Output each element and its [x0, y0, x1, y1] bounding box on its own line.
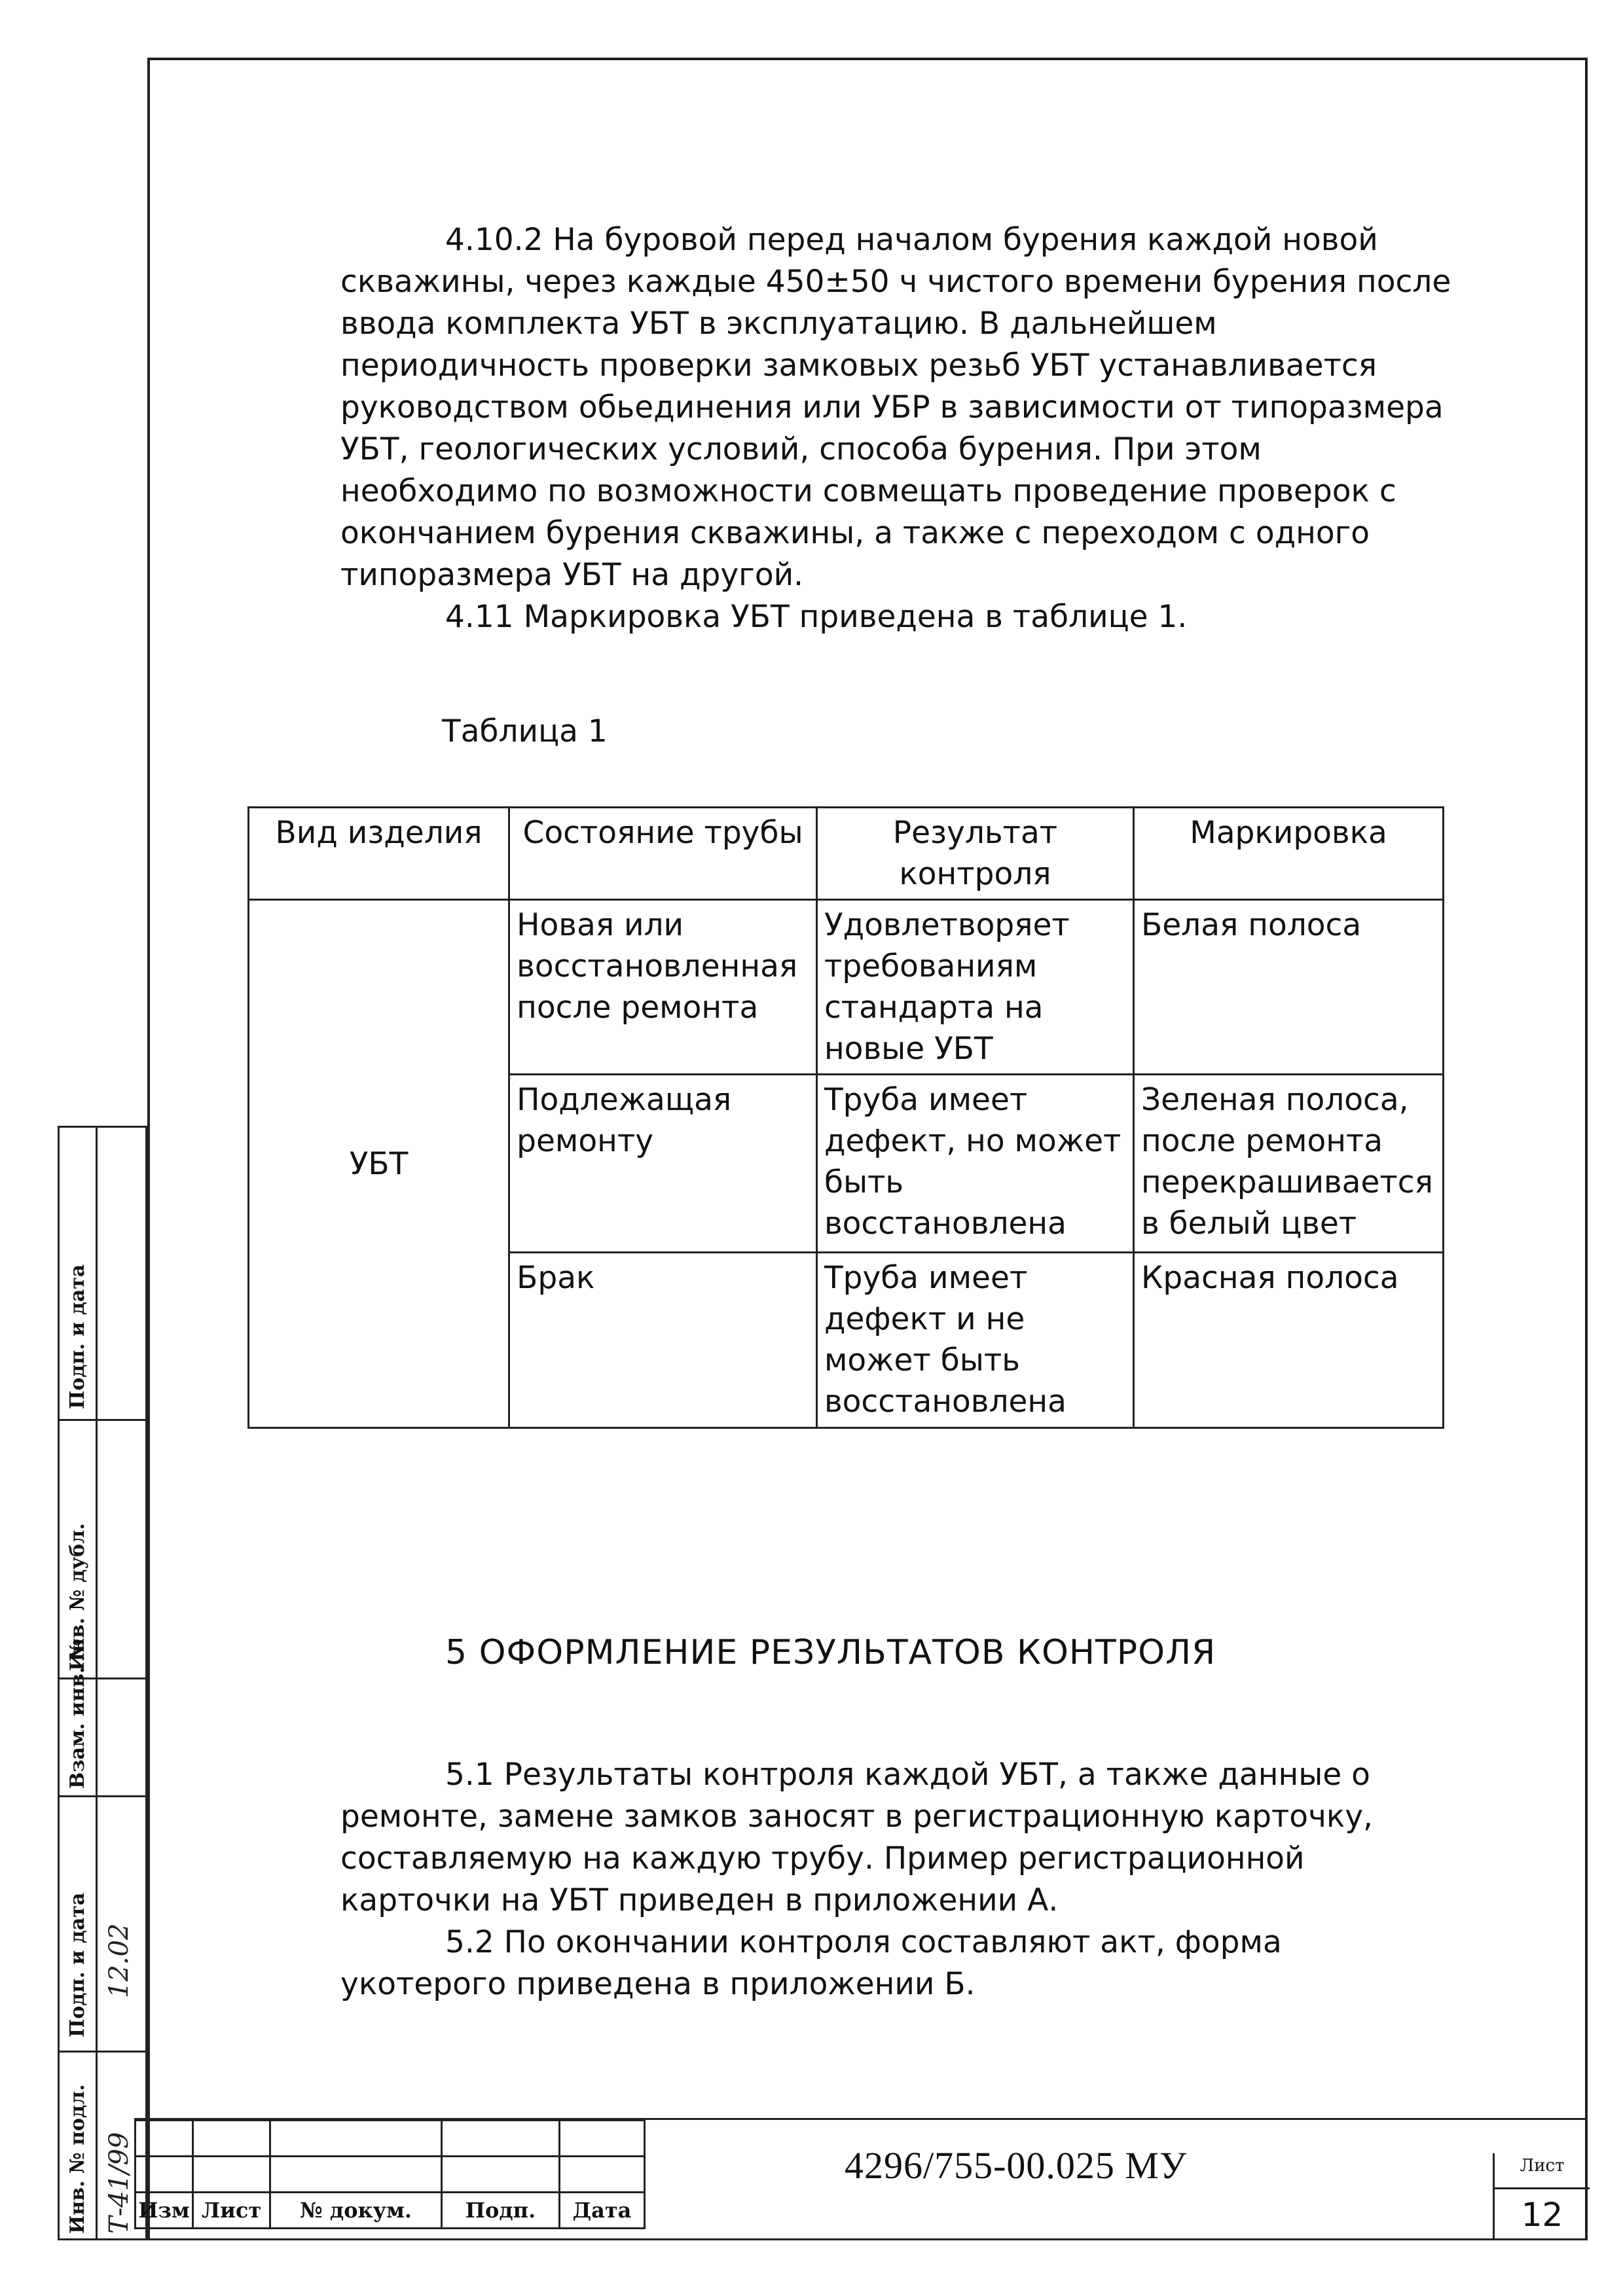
marking-table: [247, 806, 1444, 1429]
document-number: 4296/755-00.025 МУ: [845, 2144, 1188, 2187]
handwritten-date: 12.02: [104, 1923, 134, 1998]
state-cell: Подлежащая ремонту: [509, 1075, 817, 1253]
table-header-row: [249, 808, 1444, 900]
section-5-heading: 5 ОФОРМЛЕНИЕ РЕЗУЛЬТАТОВ КОНТРОЛЯ: [445, 1633, 1216, 1672]
strip-divider: [60, 1795, 145, 1797]
state-cell: Новая или восстановленная после ремонта: [509, 900, 817, 1075]
state-cell: Брак: [509, 1253, 817, 1428]
paragraph-5-2: 5.2 По окончании контроля составляют акт, форма укотерого приведена в приложении Б.: [340, 1924, 1282, 2002]
table-row: [249, 900, 1444, 1075]
label-inv-original: Инв. № подл.: [66, 2084, 89, 2234]
marking-cell: Красная полоса: [1134, 1253, 1444, 1428]
strip-divider: [96, 1128, 98, 2238]
marking-cell: Белая полоса: [1134, 900, 1444, 1075]
sheet-number: 12: [1495, 2187, 1590, 2234]
col-change: Изм: [136, 2193, 193, 2229]
col-signature: Подп.: [442, 2193, 560, 2229]
label-replace-inv: Взам. инв. №: [66, 1638, 89, 1789]
result-cell: Труба имеет дефект и не может быть восстановлена: [816, 1253, 1133, 1428]
sheet-label: Лист: [1520, 2156, 1565, 2176]
result-cell: Труба имеет дефект, но может быть восстановлена: [816, 1075, 1133, 1253]
label-sign-date-2: Подп. и дата: [66, 1264, 89, 1409]
header-marking: Маркировка: [1134, 808, 1444, 900]
marking-cell: Зеленая полоса, после ремонта перекрашивается в белый цвет: [1134, 1075, 1444, 1253]
registration-strip: [58, 1126, 147, 2240]
col-sheet: Лист: [193, 2193, 270, 2229]
paragraph-4-11: 4.11 Маркировка УБТ приведена в таблице 1.: [445, 599, 1188, 635]
col-date: Дата: [560, 2193, 645, 2229]
handwritten-inventory-number: Т-41/99: [104, 2132, 134, 2234]
label-sign-date-1: Подп. и дата: [66, 1892, 89, 2037]
title-block-top-line: [134, 2118, 1588, 2120]
header-product: Вид изделия: [249, 808, 509, 900]
header-result: Результат контроля: [816, 808, 1133, 900]
paragraph-5-1: 5.1 Результаты контроля каждой УБТ, а также данные о ремонте, замене замков заносят в регистрационную карточку, составляемую на каждую трубу. Пример регистрационной карточки на УБТ приведен в приложении А.: [340, 1757, 1373, 1918]
header-state: Состояние трубы: [509, 808, 817, 900]
col-doc-number: № докум.: [270, 2193, 442, 2229]
result-cell: Удовлетворяет требованиям стандарта на новые УБТ: [816, 900, 1133, 1075]
paragraph-4-10-2: 4.10.2 На буровой перед началом бурения каждой новой скважины, через каждые 450±50 ч чистого времени бурения после ввода комплекта УБТ в эксплуатацию. В дальнейшем периодичность проверки замковых резьб УБТ устанавливается руководством обьединения или УБР в зависимости от типоразмера УБТ, геологических условий, способа бурения. При этом необходимо по возможности совмещать проведение проверок с окончанием бурения скважины, а также с переходом с одного типоразмера УБТ на другой.: [340, 222, 1451, 593]
table-caption: Таблица 1: [442, 713, 608, 749]
sheet-number-box: [1493, 2153, 1590, 2240]
label-inv-duplicate: Инв. № дубл.: [66, 1523, 89, 1671]
revision-grid: [134, 2119, 646, 2229]
strip-divider: [60, 1419, 145, 1421]
strip-divider: [60, 2051, 145, 2053]
product-cell: УБТ: [249, 900, 509, 1428]
